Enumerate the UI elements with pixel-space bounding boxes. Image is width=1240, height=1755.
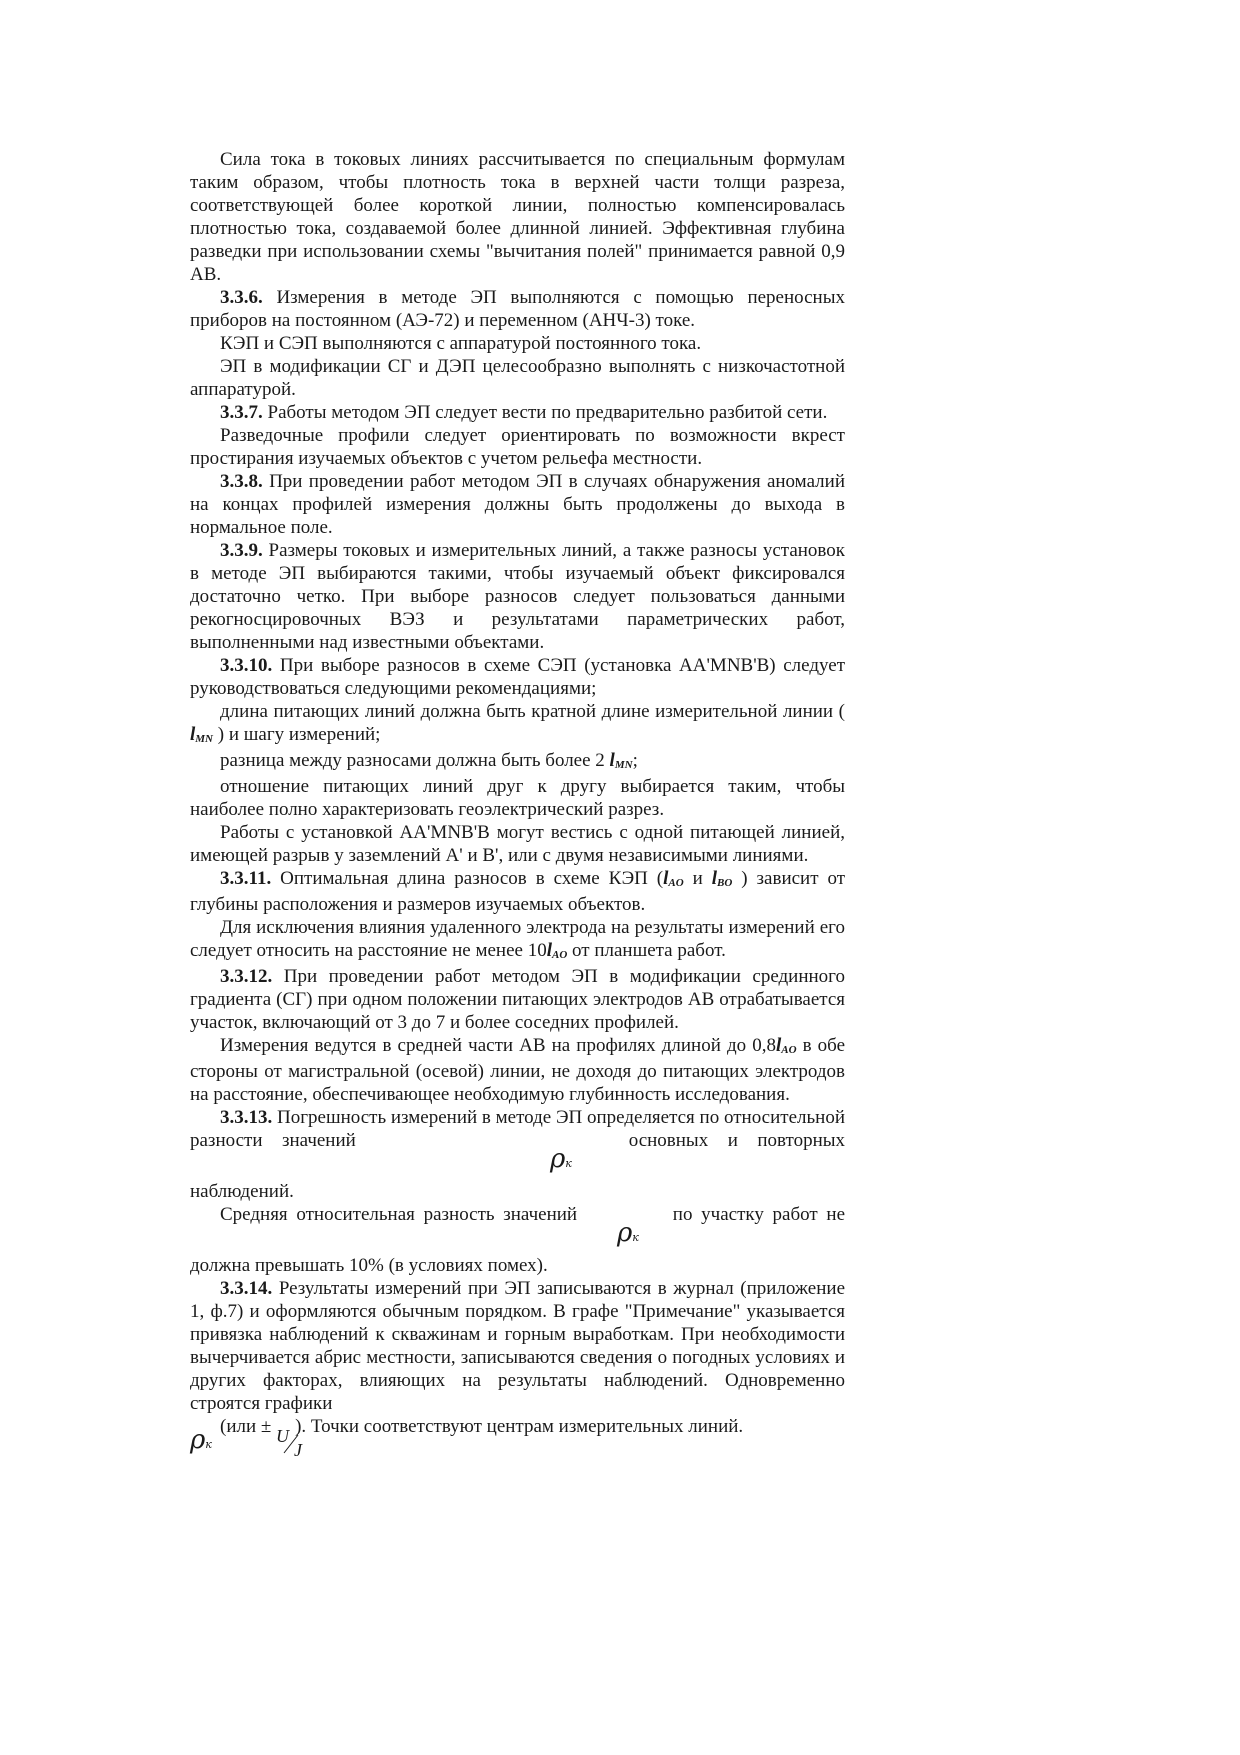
paragraph-3-3-14: 3.3.14. Результаты измерений при ЭП записываются в журнал (приложение 1, ф.7) и оформляются обычным порядком. В графе "Примечание" указывается привязка наблюдений к скважинам и горным выработкам. При необходимости вычерчивается абрис местности, записываются сведения о погодных условиях и других факторах, влияющих на результаты наблюдений. Одновременно строятся графики — [190, 1278, 845, 1414]
paragraph-list — [190, 148, 845, 700]
paragraph-3-3-12: 3.3.12. При проведении работ методом ЭП в модификации срединного градиента (СГ) при одном положении питающих электродов АВ отрабатывается участок, включающий от 3 до 7 и более соседних профилей. — [190, 966, 845, 1033]
paragraph — [190, 654, 845, 700]
paragraph-text: ЭП в модификации СГ и ДЭП целесообразно выполнять с низкочастотной аппаратурой. — [190, 356, 845, 400]
paragraph-text: Размеры токовых и измерительных линий, а также разносы установок в методе ЭП выбираются такими, чтобы изучаемый объект фиксировался достаточно четко. При выборе разносов следует пользоваться данными рекогносцировочных ВЭЗ и результатами параметрических работ, выполненными над известными объектами. — [190, 540, 845, 653]
section-number: 3.3.10. — [220, 655, 273, 676]
section-number: 3.3.7. — [220, 402, 263, 423]
paragraph — [190, 470, 845, 539]
paragraph-text: КЭП и СЭП выполняются с аппаратурой постоянного тока. — [220, 333, 702, 354]
paragraph — [190, 148, 845, 286]
paragraph — [190, 539, 845, 654]
paragraph-text: Работы методом ЭП следует вести по предварительно разбитой сети. — [262, 402, 828, 423]
paragraph-works: Работы с установкой AA'MNB'B могут вестись с одной питающей линией, имеющей разрыв у заземлений А' и В', или с двумя независимыми линиями. — [190, 822, 845, 866]
paragraph-text: При выборе разносов в схеме СЭП (установка AA'MNB'B) следует руководствоваться следующими рекомендациями; — [190, 655, 845, 699]
paragraph — [190, 332, 845, 355]
rho-row-2 — [190, 1218, 845, 1254]
paragraph-text: Измерения в методе ЭП выполняются с помощью переносных приборов на постоянном (АЭ-72) и переменном (АНЧ-3) токе. — [190, 287, 845, 331]
paragraph-ratio: отношение питающих линий друг к другу выбирается таким, чтобы наиболее полно характеризовать геоэлектрический разрез. — [190, 776, 845, 820]
section-number: 3.3.6. — [220, 287, 263, 308]
paragraph — [190, 401, 845, 424]
last-line — [190, 1415, 845, 1461]
rho-symbol: ρк — [190, 1425, 212, 1455]
paragraph-text: Сила тока в токовых линиях рассчитывается по специальным формулам таким образом, чтобы плотность тока в верхней части толщи разреза, соответствующей более короткой линии, полностью компенсировалась плотностью тока, создаваемой более длинной линией. Эффективная глубина разведки при использовании схемы "вычитания полей" принимается равной 0,9 АВ. — [190, 149, 845, 285]
paragraph-3-3-13-end: наблюдений. — [190, 1181, 294, 1202]
rho-symbol: ρк — [617, 1218, 639, 1248]
paragraph — [190, 286, 845, 332]
paragraph-measurements: Измерения ведутся в средней части АВ на профилях длиной до 0,8lAO в обе стороны от магистральной (осевой) линии, не доходя до питающих электродов на расстояние, обеспечивающее необходимую глубинность исследования. — [190, 1035, 846, 1105]
paragraph-text: Разведочные профили следует ориентировать по возможности вкрест простирания изучаемых объектов с учетом рельефа местности. — [190, 425, 845, 469]
paragraph — [190, 424, 845, 470]
rho-symbol: ρк — [550, 1144, 572, 1174]
paragraph-average: Средняя относительная разность значений по участку работ не — [220, 1204, 846, 1225]
fraction-u-over-j: U — [276, 1426, 289, 1446]
paragraph — [190, 355, 845, 401]
paragraph-text: При проведении работ методом ЭП в случаях обнаружения аномалий на концах профилей измерения должны быть продолжены до выхода в нормальное поле. — [190, 471, 845, 538]
rho-row-1 — [190, 1144, 845, 1180]
paragraph-3-3-13: 3.3.13. Погрешность измерений в методе ЭП определяется по относительной разности значений основных и повторных — [190, 1107, 846, 1151]
section-number: 3.3.9. — [220, 540, 263, 561]
section-number: 3.3.8. — [220, 471, 263, 492]
paragraph-3-3-11: 3.3.11. Оптимальная длина разносов в схеме КЭП (lAO и lBO ) зависит от глубины расположения и размеров изучаемых объектов. — [190, 868, 846, 915]
paragraph-length: длина питающих линий должна быть кратной длине измерительной линии ( lMN ) и шагу измерений; — [190, 701, 845, 745]
fraction-denominator: J — [294, 1440, 302, 1460]
document-page — [190, 148, 845, 1461]
paragraph-difference: разница между разносами должна быть более 2 lMN; — [220, 750, 638, 771]
last-line-text: (или ± ). Точки соответствуют центрам измерительных линий. — [220, 1416, 744, 1437]
paragraph-average-end: должна превышать 10% (в условиях помех). — [190, 1255, 548, 1276]
paragraph-exclusion: Для исключения влияния удаленного электрода на результаты измерений его следует относить на расстояние не менее 10lAO от планшета работ. — [190, 917, 845, 961]
